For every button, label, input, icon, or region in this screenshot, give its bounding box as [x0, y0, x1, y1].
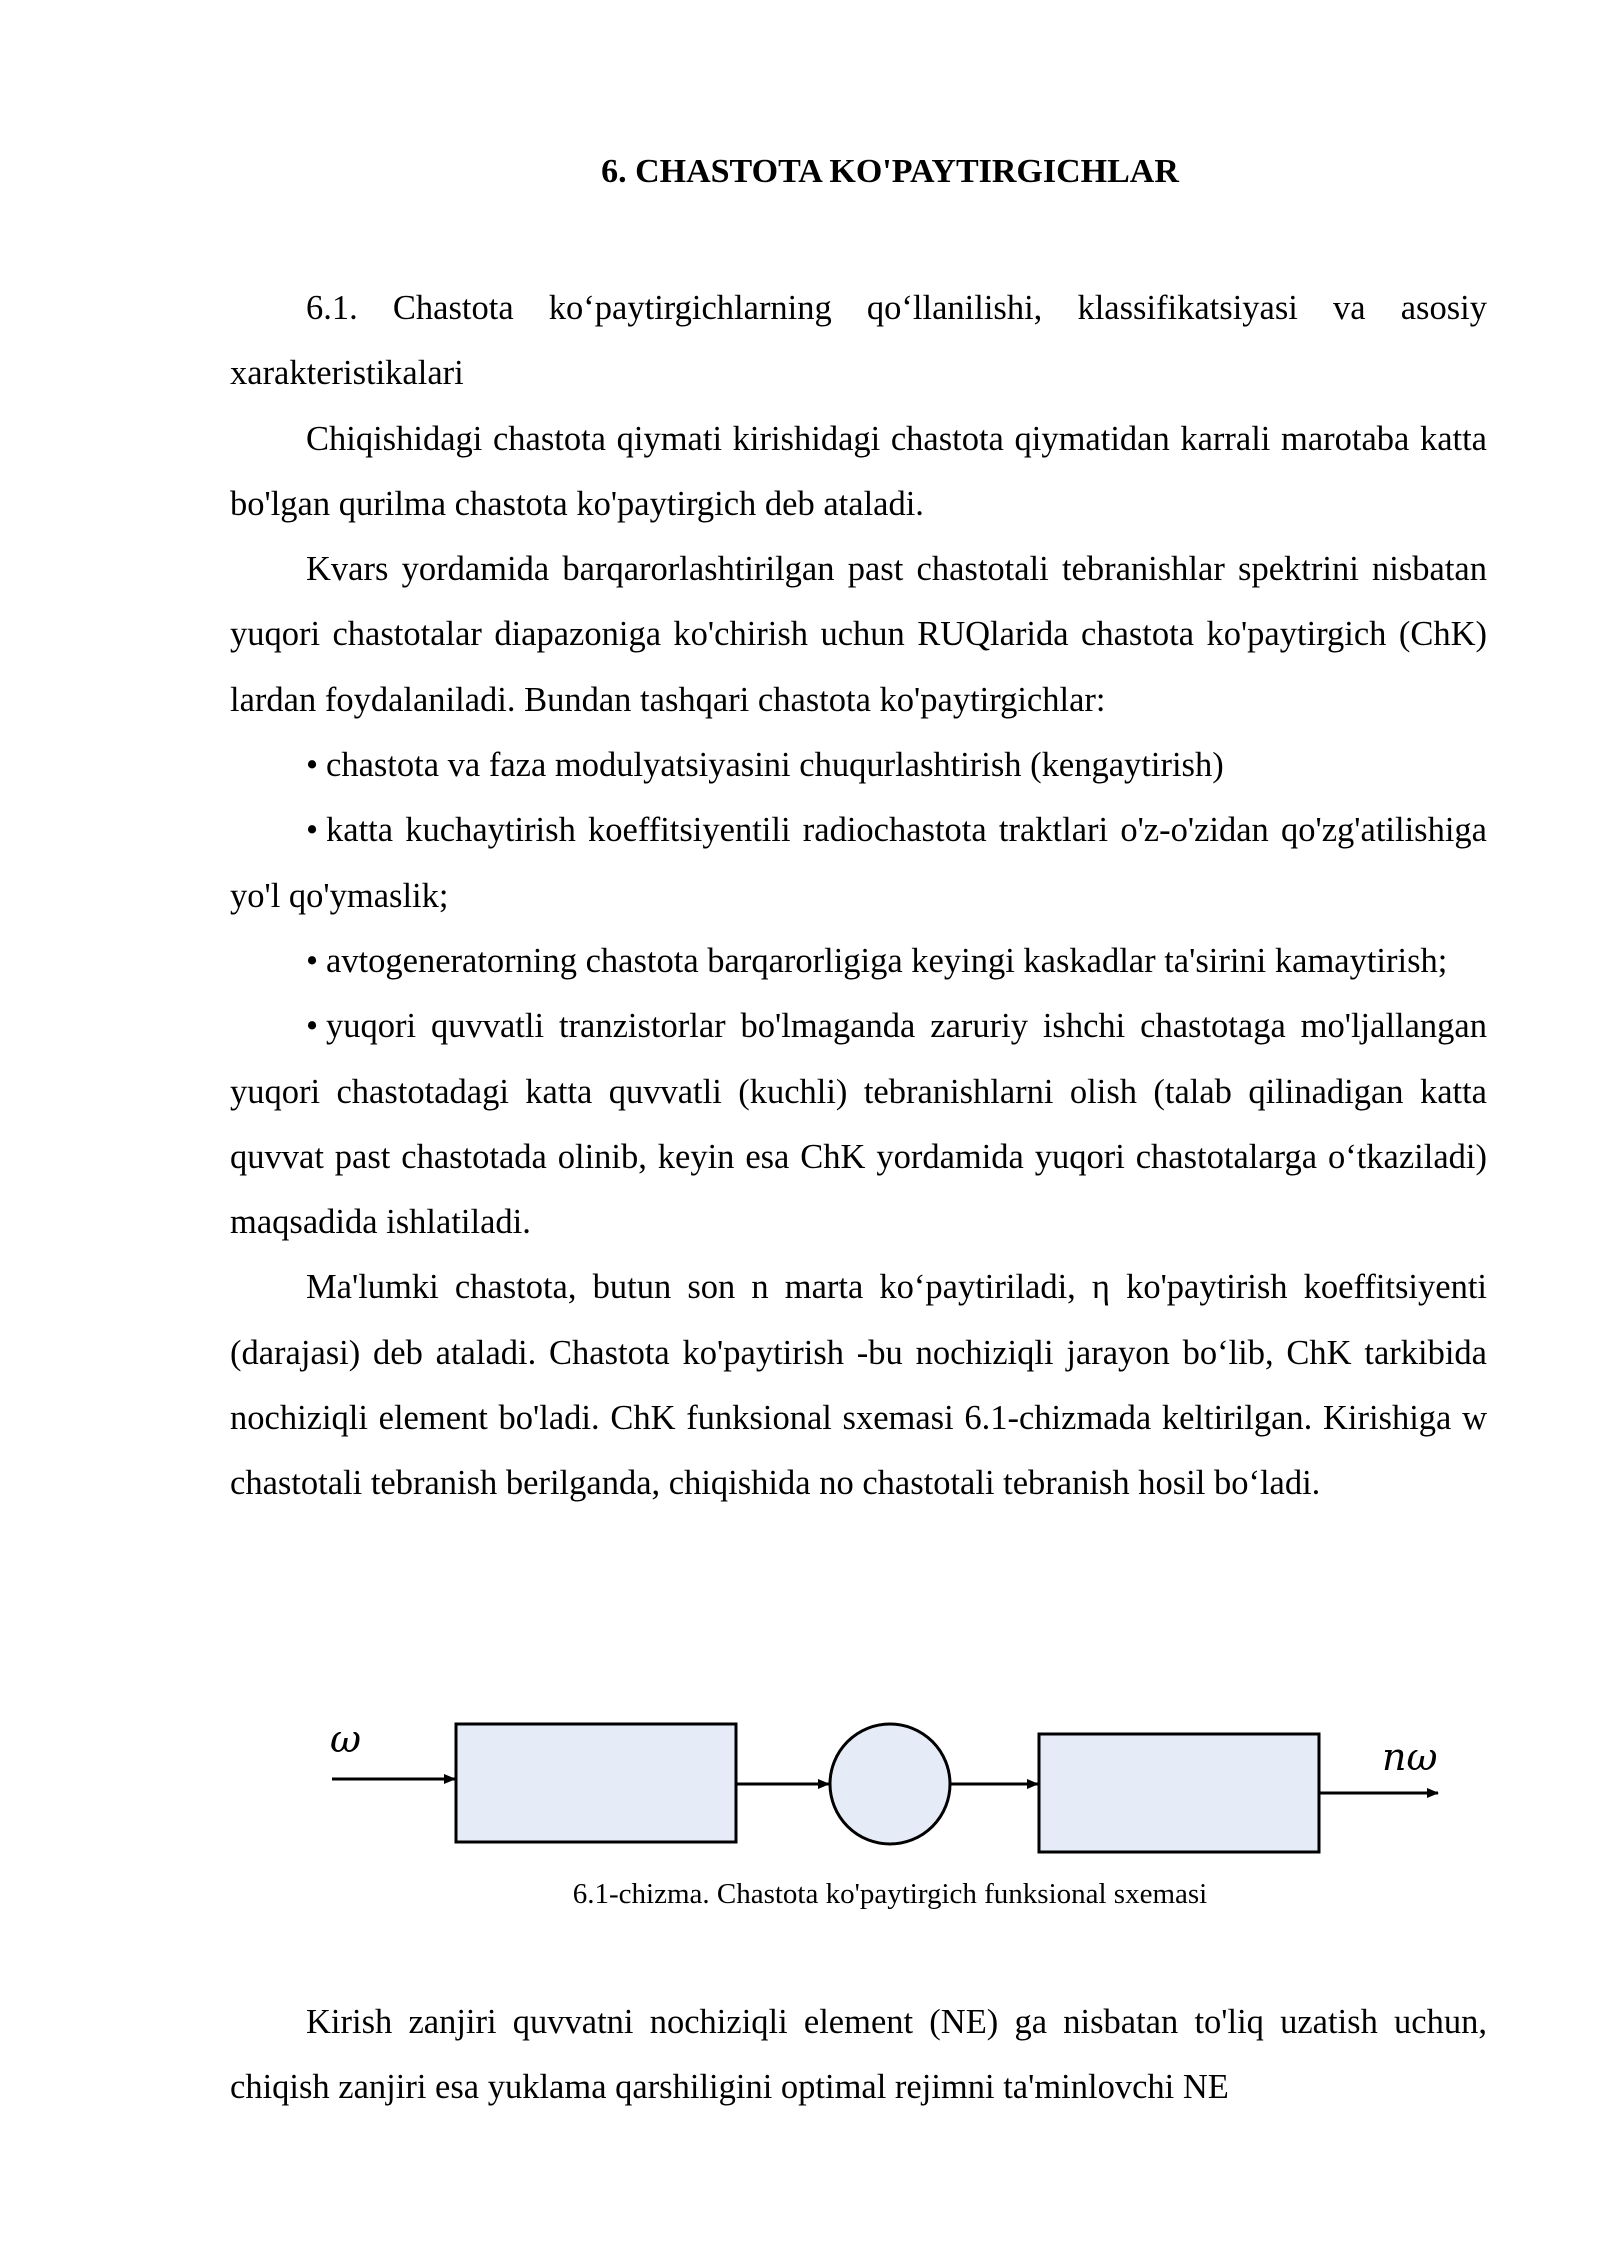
- section-heading: 6.1. Chastota ko‘paytirgichlarning qo‘llanilishi, klassifikatsiyasi va asosiy xarakteristikalari: [230, 289, 1487, 393]
- bullet-item: [230, 798, 1487, 929]
- body-text: [230, 276, 1487, 1517]
- paragraph-3: Ma'lumki chastota, butun son n marta ko‘paytiriladi, η ko'paytirish koeffitsiyenti (darajasi) deb ataladi. Chastota ko'paytirish -bu nochiziqli jarayon bo‘lib, ChK tarkibida nochiziqli element bo'ladi. ChK funksional sxemasi 6.1-chizmada keltirilgan. Kirishiga w chastotali tebranish berilganda, chiqishida no chastotali tebranish hosil bo‘ladi.: [230, 1268, 1487, 1503]
- bullet-item: [230, 994, 1487, 1255]
- paragraph-1: Chiqishidagi chastota qiymati kirishidagi chastota qiymatidan karrali marotaba katta bo'lgan qurilma chastota ko'paytirgich deb ataladi.: [230, 419, 1487, 523]
- diagram-svg: [320, 1700, 1480, 1870]
- input-frequency-label: ω: [330, 1717, 361, 1761]
- bullet-icon: •: [306, 746, 319, 785]
- output-circuit-block: [1039, 1734, 1319, 1852]
- bullet-text: chastota va faza modulyatsiyasini chuqurlashtirish (kengaytirish): [326, 746, 1224, 785]
- bullet-text: avtogeneratorning chastota barqarorligiga keyingi kaskadlar ta'sirini kamaytirish;: [326, 941, 1448, 980]
- bullet-icon: •: [306, 811, 319, 850]
- body-text-continued: [230, 1990, 1487, 2121]
- output-frequency-label: nω: [1382, 1735, 1438, 1779]
- figure-caption: 6.1-chizma. Chastota ko'paytirgich funksional sxemasi: [572, 1878, 1208, 1910]
- nonlinear-element-circle: [830, 1724, 950, 1844]
- bullet-item: [230, 733, 1487, 798]
- input-circuit-block: [456, 1724, 736, 1842]
- paragraph-4: Kirish zanjiri quvvatni nochiziqli element (NE) ga nisbatan to'liq uzatish uchun, chiqish zanjiri esa yuklama qarshiligini optimal rejimni ta'minlovchi NE: [230, 2003, 1487, 2107]
- bullet-text: yuqori quvvatli tranzistorlar bo'lmaganda zaruriy ishchi chastotaga mo'ljallangan yuqori chastotadagi katta quvvatli (kuchli) tebranishlarni olish (talab qilinadigan katta quvvat past chastotada olinib, keyin esa ChK yordamida yuqori chastotalarga o‘tkaziladi) maqsadida ishlatiladi.: [230, 1007, 1487, 1242]
- bullet-text: katta kuchaytirish koeffitsiyentili radiochastota traktlari o'z-o'zidan qo'zg'atilishiga yo'l qo'ymaslik;: [230, 811, 1487, 915]
- page-title: 6. CHASTOTA KO'PAYTIRGICHLAR: [601, 153, 1179, 190]
- bullet-icon: •: [306, 941, 319, 980]
- paragraph-2: Kvars yordamida barqarorlashtirilgan past chastotali tebranishlar spektrini nisbatan yuqori chastotalar diapazoniga ko'chirish uchun RUQlarida chastota ko'paytirgich (ChK) lardan foydalaniladi. Bundan tashqari chastota ko'paytirgichlar:: [230, 550, 1487, 719]
- functional-diagram: [320, 1700, 1480, 1870]
- bullet-icon: •: [306, 1007, 319, 1046]
- bullet-item: [230, 929, 1487, 994]
